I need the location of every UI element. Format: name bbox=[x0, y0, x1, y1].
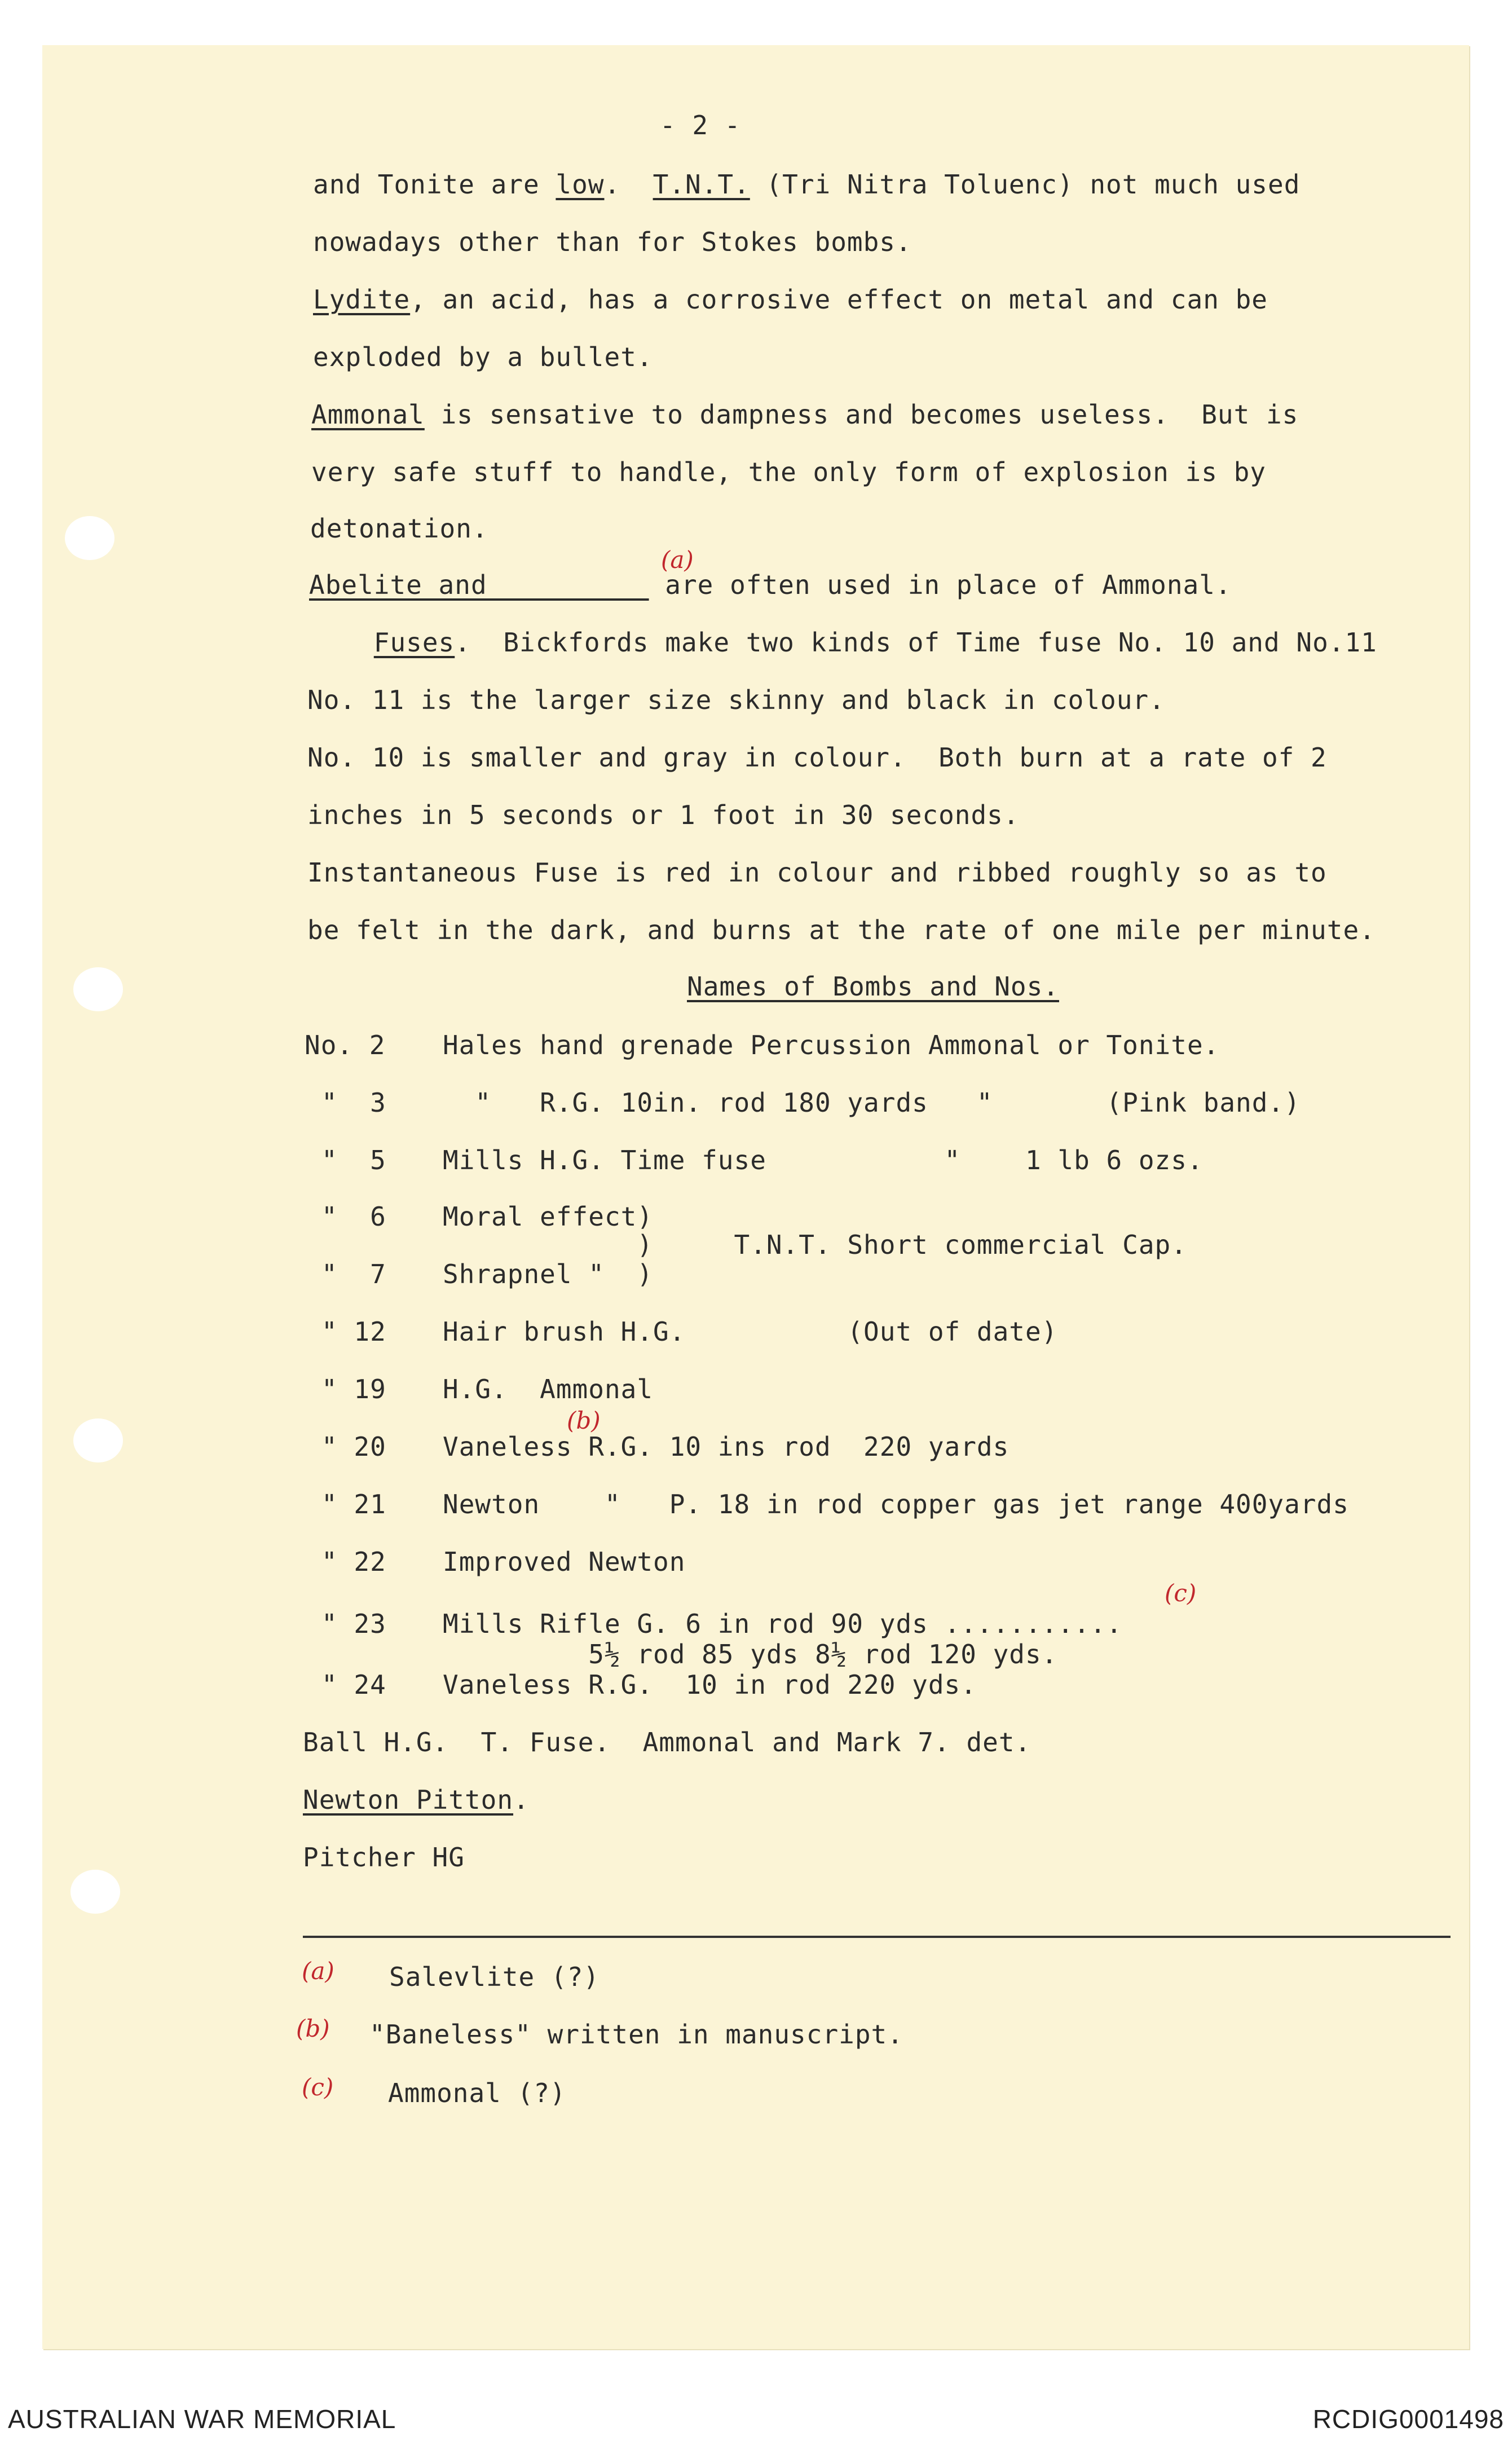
annotation-c: (c) bbox=[1165, 1579, 1197, 1607]
archive-caption-left: AUSTRALIAN WAR MEMORIAL bbox=[8, 2404, 396, 2434]
bomb-description: Vaneless R.G. 10 in rod 220 yds. bbox=[443, 1669, 977, 1700]
footnote-text: Ammonal (?) bbox=[388, 2078, 566, 2108]
bomb-number: No. 2 bbox=[305, 1030, 386, 1060]
footnote-mark-c: (c) bbox=[302, 2073, 334, 2101]
bomb-description: " R.G. 10in. rod 180 yards " (Pink band.) bbox=[443, 1087, 1301, 1118]
text-line: nowadays other than for Stokes bombs. bbox=[313, 227, 912, 257]
punch-hole-4 bbox=[70, 1870, 120, 1914]
text-line: No. 10 is smaller and gray in colour. Both burn at a rate of 2 bbox=[307, 742, 1327, 773]
text-line: detonation. bbox=[310, 513, 488, 544]
archive-caption-right: RCDIG0001498 bbox=[1312, 2404, 1504, 2434]
text-line: Abelite and are often used in place of Ammonal. bbox=[309, 570, 1232, 600]
bomb-description: Moral effect) bbox=[443, 1201, 654, 1232]
bomb-number: " 21 bbox=[321, 1489, 386, 1519]
footnote-mark-b: (b) bbox=[296, 2015, 330, 2042]
bomb-description: Mills H.G. Time fuse " 1 lb 6 ozs. bbox=[443, 1145, 1204, 1175]
bomb-description: Newton " P. 18 in rod copper gas jet range 400yards bbox=[443, 1489, 1349, 1519]
document-page bbox=[42, 45, 1469, 2349]
bomb-description: ) T.N.T. Short commercial Cap. bbox=[443, 1230, 1187, 1260]
bomb-number: " 3 bbox=[321, 1087, 386, 1118]
punch-hole-3 bbox=[73, 1418, 123, 1462]
annotation-b: (b) bbox=[567, 1407, 601, 1434]
bomb-description: 5½ rod 85 yds 8½ rod 120 yds. bbox=[443, 1639, 1058, 1669]
text-line: No. 11 is the larger size skinny and black in colour. bbox=[307, 685, 1165, 715]
text-line: exploded by a bullet. bbox=[313, 342, 653, 372]
footnote-mark-a: (a) bbox=[302, 1957, 334, 1985]
bomb-number: " 6 bbox=[321, 1201, 386, 1232]
text-line: Lydite, an acid, has a corrosive effect on metal and can be bbox=[313, 284, 1268, 315]
text-line: Instantaneous Fuse is red in colour and ribbed roughly so as to bbox=[307, 857, 1327, 888]
bomb-description: H.G. Ammonal bbox=[443, 1374, 654, 1404]
text-line: and Tonite are low. T.N.T. (Tri Nitra Toluenc) not much used bbox=[313, 169, 1301, 200]
bomb-number: " 23 bbox=[321, 1609, 386, 1639]
bomb-number: " 5 bbox=[321, 1145, 386, 1175]
text-line: very safe stuff to handle, the only form of explosion is by bbox=[311, 457, 1266, 487]
footnote-divider bbox=[303, 1936, 1451, 1938]
bomb-number: " 7 bbox=[321, 1259, 386, 1289]
ball-line: Ball H.G. T. Fuse. Ammonal and Mark 7. det. bbox=[303, 1727, 1031, 1757]
bomb-description: Shrapnel " ) bbox=[443, 1259, 654, 1289]
text-line: Ammonal is sensative to dampness and becomes useless. But is bbox=[311, 399, 1299, 430]
bomb-number: " 24 bbox=[321, 1669, 386, 1700]
bomb-number: " 22 bbox=[321, 1547, 386, 1577]
bomb-description: Improved Newton bbox=[443, 1547, 686, 1577]
footnote-text: "Baneless" written in manuscript. bbox=[369, 2019, 903, 2050]
newton-pitton-line: Newton Pitton. bbox=[303, 1785, 530, 1815]
text-line: inches in 5 seconds or 1 foot in 30 seconds. bbox=[307, 800, 1020, 830]
annotation-a: (a) bbox=[661, 546, 694, 574]
text-line: be felt in the dark, and burns at the rate of one mile per minute. bbox=[307, 915, 1376, 945]
bomb-description: Hales hand grenade Percussion Ammonal or Tonite. bbox=[443, 1030, 1220, 1060]
text-line: Fuses. Bickfords make two kinds of Time fuse No. 10 and No.11 bbox=[373, 627, 1377, 658]
bomb-description: Mills Rifle G. 6 in rod 90 yds ........... bbox=[443, 1609, 1123, 1639]
punch-hole-2 bbox=[73, 967, 123, 1011]
bomb-number: " 12 bbox=[321, 1316, 386, 1347]
bombs-heading: Names of Bombs and Nos. bbox=[687, 971, 1059, 1002]
bomb-description: Hair brush H.G. (Out of date) bbox=[443, 1316, 1058, 1347]
bomb-number: " 19 bbox=[321, 1374, 386, 1404]
footnote-text: Salevlite (?) bbox=[389, 1962, 600, 1992]
pitcher-line: Pitcher HG bbox=[303, 1842, 465, 1873]
page-number: - 2 - bbox=[660, 110, 741, 140]
bomb-number: " 20 bbox=[321, 1431, 386, 1462]
punch-hole-1 bbox=[65, 516, 114, 560]
bomb-description: Vaneless R.G. 10 ins rod 220 yards bbox=[443, 1431, 1010, 1462]
